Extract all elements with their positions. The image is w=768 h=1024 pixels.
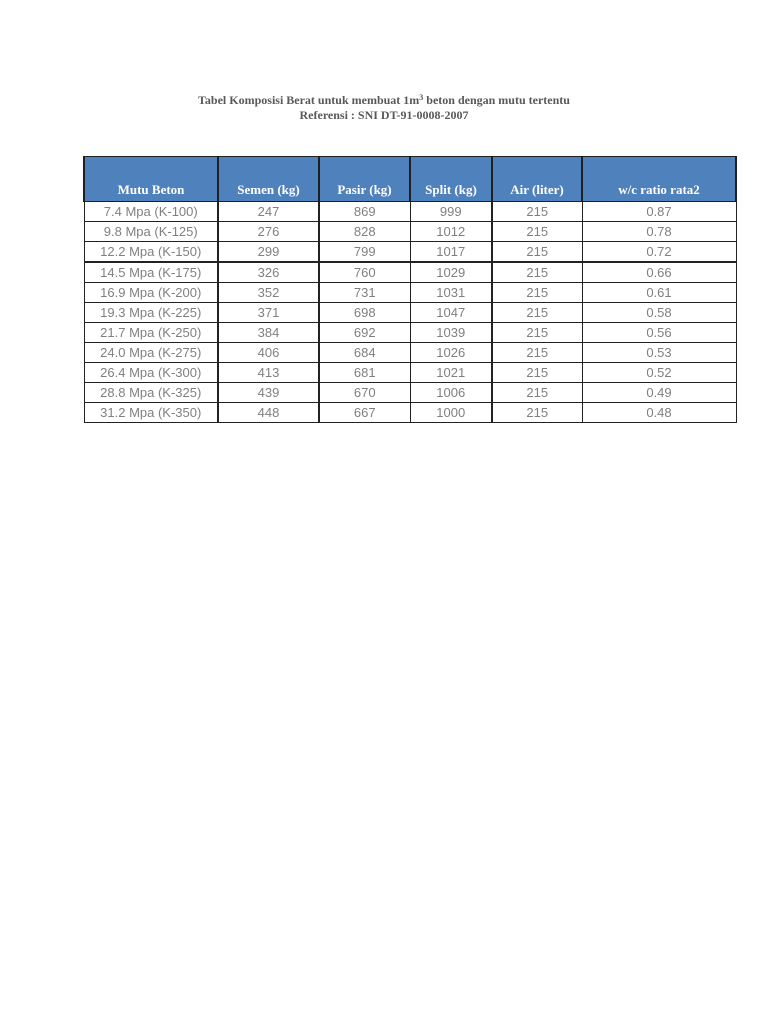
- cell-split: 1026: [410, 343, 492, 363]
- table-row: [84, 403, 736, 423]
- table-row: [84, 262, 736, 283]
- cell-air: 215: [492, 303, 582, 323]
- cell-mutu-beton: 19.3 Mpa (K-225): [84, 303, 218, 323]
- cell-pasir: 869: [319, 202, 410, 222]
- cell-air: 215: [492, 283, 582, 303]
- document-title-block: [0, 93, 768, 123]
- cell-mutu-beton: 31.2 Mpa (K-350): [84, 403, 218, 423]
- document-title: [0, 93, 768, 108]
- cell-pasir: 731: [319, 283, 410, 303]
- table-header-row: [84, 157, 736, 202]
- table-row: [84, 323, 736, 343]
- composition-table: [83, 156, 737, 423]
- cell-mutu-beton: 14.5 Mpa (K-175): [84, 262, 218, 283]
- cell-air: 215: [492, 343, 582, 363]
- cell-pasir: 667: [319, 403, 410, 423]
- title-text-post: beton dengan mutu tertentu: [423, 93, 570, 107]
- cell-semen: 299: [218, 242, 319, 263]
- cell-wc-ratio: 0.58: [582, 303, 736, 323]
- cell-pasir: 698: [319, 303, 410, 323]
- cell-mutu-beton: 7.4 Mpa (K-100): [84, 202, 218, 222]
- title-superscript: 3: [419, 93, 424, 102]
- table-row: [84, 242, 736, 263]
- cell-wc-ratio: 0.53: [582, 343, 736, 363]
- cell-semen: 247: [218, 202, 319, 222]
- cell-split: 1006: [410, 383, 492, 403]
- header-split: Split (kg): [410, 157, 492, 202]
- cell-semen: 371: [218, 303, 319, 323]
- cell-split: 1029: [410, 262, 492, 283]
- cell-mutu-beton: 12.2 Mpa (K-150): [84, 242, 218, 263]
- cell-pasir: 670: [319, 383, 410, 403]
- cell-semen: 439: [218, 383, 319, 403]
- table-row: [84, 343, 736, 363]
- table-row: [84, 222, 736, 242]
- cell-mutu-beton: 16.9 Mpa (K-200): [84, 283, 218, 303]
- cell-mutu-beton: 24.0 Mpa (K-275): [84, 343, 218, 363]
- cell-air: 215: [492, 403, 582, 423]
- cell-semen: 326: [218, 262, 319, 283]
- cell-split: 1012: [410, 222, 492, 242]
- cell-split: 1039: [410, 323, 492, 343]
- cell-semen: 413: [218, 363, 319, 383]
- cell-semen: 276: [218, 222, 319, 242]
- cell-semen: 384: [218, 323, 319, 343]
- cell-split: 1017: [410, 242, 492, 263]
- cell-mutu-beton: 21.7 Mpa (K-250): [84, 323, 218, 343]
- cell-pasir: 760: [319, 262, 410, 283]
- cell-air: 215: [492, 222, 582, 242]
- cell-pasir: 684: [319, 343, 410, 363]
- cell-split: 1047: [410, 303, 492, 323]
- header-mutu-beton: Mutu Beton: [84, 157, 218, 202]
- table-row: [84, 383, 736, 403]
- table-row: [84, 202, 736, 222]
- cell-pasir: 692: [319, 323, 410, 343]
- cell-mutu-beton: 26.4 Mpa (K-300): [84, 363, 218, 383]
- cell-air: 215: [492, 262, 582, 283]
- cell-split: 1021: [410, 363, 492, 383]
- table-row: [84, 363, 736, 383]
- table-body: [84, 202, 736, 423]
- cell-mutu-beton: 28.8 Mpa (K-325): [84, 383, 218, 403]
- cell-mutu-beton: 9.8 Mpa (K-125): [84, 222, 218, 242]
- title-text-pre: Tabel Komposisi Berat untuk membuat 1m: [198, 93, 420, 107]
- cell-wc-ratio: 0.56: [582, 323, 736, 343]
- cell-split: 999: [410, 202, 492, 222]
- cell-pasir: 828: [319, 222, 410, 242]
- cell-air: 215: [492, 323, 582, 343]
- cell-split: 1000: [410, 403, 492, 423]
- cell-wc-ratio: 0.66: [582, 262, 736, 283]
- cell-wc-ratio: 0.78: [582, 222, 736, 242]
- cell-semen: 448: [218, 403, 319, 423]
- cell-split: 1031: [410, 283, 492, 303]
- cell-pasir: 799: [319, 242, 410, 263]
- cell-air: 215: [492, 383, 582, 403]
- cell-wc-ratio: 0.49: [582, 383, 736, 403]
- header-wc-ratio: w/c ratio rata2: [582, 157, 736, 202]
- cell-wc-ratio: 0.52: [582, 363, 736, 383]
- cell-wc-ratio: 0.48: [582, 403, 736, 423]
- document-reference: Referensi : SNI DT-91-0008-2007: [299, 108, 469, 122]
- table-row: [84, 283, 736, 303]
- header-air: Air (liter): [492, 157, 582, 202]
- cell-air: 215: [492, 363, 582, 383]
- cell-air: 215: [492, 242, 582, 263]
- table-row: [84, 303, 736, 323]
- header-semen: Semen (kg): [218, 157, 319, 202]
- cell-semen: 352: [218, 283, 319, 303]
- cell-wc-ratio: 0.87: [582, 202, 736, 222]
- cell-semen: 406: [218, 343, 319, 363]
- cell-wc-ratio: 0.61: [582, 283, 736, 303]
- cell-air: 215: [492, 202, 582, 222]
- cell-pasir: 681: [319, 363, 410, 383]
- header-pasir: Pasir (kg): [319, 157, 410, 202]
- cell-wc-ratio: 0.72: [582, 242, 736, 263]
